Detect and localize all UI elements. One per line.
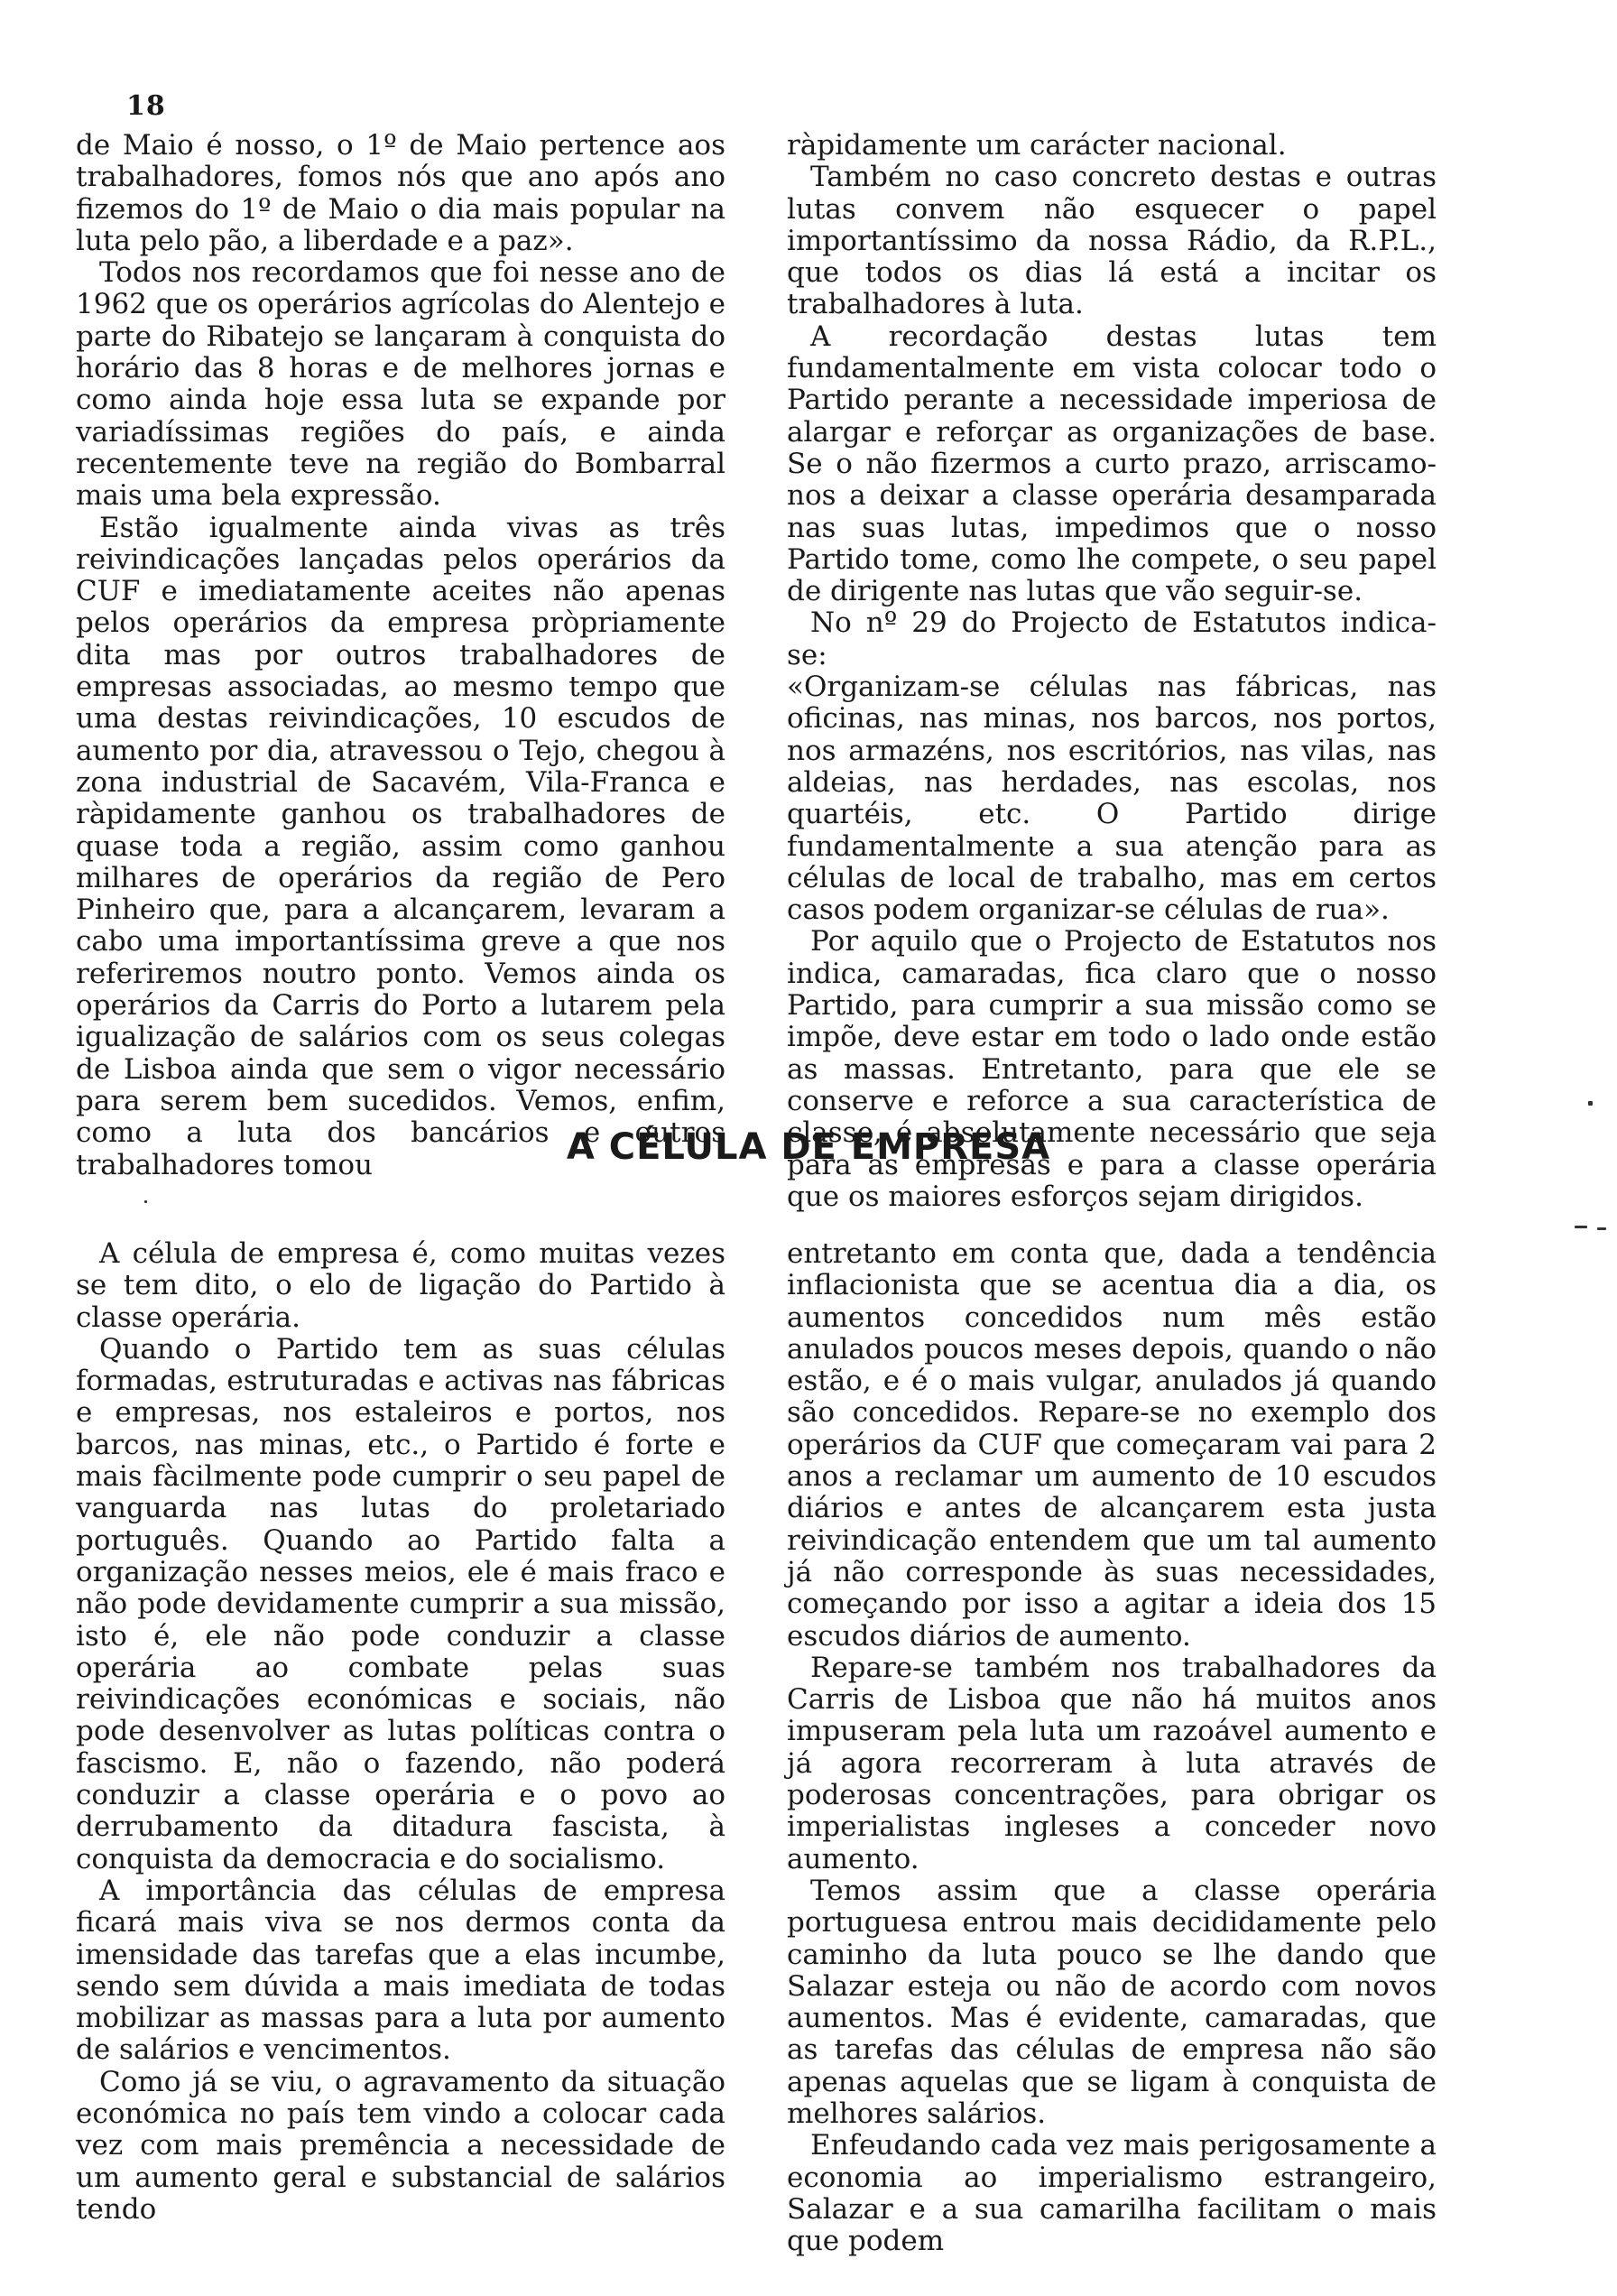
quote-paragraph: «Organizam-se células nas fábricas, nas oficinas, nas minas, nos barcos, nos portos, nos armazéns, nos escritórios, nas vilas, nas aldeias, nas herdades, nas escolas, nos quartéis, etc. O Partido dirige fundamentalmente a sua atenção para as células de local de trabalho, mas em certos casos podem organizar-se células de rua». bbox=[787, 671, 1437, 927]
paragraph: A recordação destas lutas tem fundamentalmente em vista colocar todo o Partido perante a necessidade imperiosa de alargar e reforçar as organizações de base. Se o não fizermos a curto prazo, arriscamo-nos a deixar a classe operária desamparada nas suas lutas, impedimos que o nosso Partido tome, como lhe compete, o seu papel de dirigente nas lutas que vão seguir-se. bbox=[787, 319, 1437, 608]
paragraph: Quando o Partido tem as suas células formadas, estruturadas e activas nas fábricas e empresas, nos estaleiros e portos, nos barcos, nas minas, etc., o Partido é forte e mais fàcilmente pode cumprir o seu papel de vanguarda nas lutas do proletariado português. Quando ao Partido falta a organização nesses meios, ele é mais fraco e não pode devidamente cumprir a sua missão, isto é, ele não pode conduzir a classe operária ao combate pelas suas reivindicações económicas e sociais, não pode desenvolver as lutas políticas contra o fascismo. E, não o fazendo, não poderá conduzir a classe operária e o povo ao derrubamento da ditadura fascista, à conquista da democracia e do socialismo. bbox=[76, 1332, 725, 1875]
paragraph: A importância das células de empresa ficará mais viva se nos dermos conta da imensidade das tarefas que a elas incumbe, sendo sem dúvida a mais imediata de todas mobilizar as massas para a luta por aumento de salários e vencimentos. bbox=[76, 1874, 725, 2067]
paragraph: No nº 29 do Projecto de Estatutos indica-se: bbox=[787, 606, 1437, 671]
top-right-column bbox=[787, 130, 1437, 1213]
page-number: 18 bbox=[126, 90, 166, 122]
print-speck bbox=[144, 1200, 147, 1203]
paragraph: ràpidamente um carácter nacional. bbox=[787, 129, 1287, 162]
paragraph: entretanto em conta que, dada a tendência inflacionista que se acentua dia a dia, os aumentos concedidos num mês estão anulados poucos meses depois, quando o não estão, e é o mais vulgar, anulados já quando são concedidos. Repare-se no exemplo dos operários da CUF que começaram vai para 2 anos a reclamar um aumento de 10 escudos diários e antes de alcançarem esta justa reivindicação entendem que um tal aumento já não corresponde às suas necessidades, começando por isso a agitar a ideia dos 15 escudos diários de aumento. bbox=[787, 1237, 1437, 1653]
bottom-left-column bbox=[76, 1238, 725, 2226]
paragraph: A célula de empresa é, como muitas vezes se tem dito, o elo de ligação do Partido à classe operária. bbox=[76, 1237, 725, 1334]
paragraph: Temos assim que a classe operária portuguesa entrou mais decididamente pelo caminho da luta pouco se lhe dando que Salazar esteja ou não de acordo com novos aumentos. Mas é evidente, camaradas, que as tarefas das células de empresa não são apenas aquelas que se ligam à conquista de melhores salários. bbox=[787, 1874, 1437, 2131]
paragraph: Enfeudando cada vez mais perigosamente a economia ao imperialismo estrangeiro, Salazar e a sua camarilha facilitam o mais que podem bbox=[787, 2129, 1437, 2258]
section-title: A CÉLULA DE EMPRESA bbox=[566, 1126, 1051, 1168]
print-speck bbox=[1588, 1101, 1593, 1106]
paragraph: Por aquilo que o Projecto de Estatutos nos indica, camaradas, fica claro que o nosso Partido, para cumprir a sua missão como se impõe, deve estar em todo o lado onde estão as massas. Entretanto, para que ele se conserve e reforce a sua característica de classe, é absolutamente necessário que seja para as empresas e para a classe operária que os maiores esforços sejam dirigidos. bbox=[787, 925, 1437, 1213]
print-speck bbox=[1575, 1226, 1587, 1228]
top-left-column bbox=[76, 130, 725, 1181]
bottom-right-column bbox=[787, 1238, 1437, 2258]
paragraph: Todos nos recordamos que foi nesse ano de 1962 que os operários agrícolas do Alentejo e parte do Ribatejo se lançaram à conquista do horário das 8 horas e de melhores jornas e como ainda hoje essa luta se expande por variadíssimas regiões do país, e ainda recentemente teve na região do Bombarral mais uma bela expressão. bbox=[76, 256, 725, 513]
paragraph: Também no caso concreto destas e outras lutas convem não esquecer o papel importantíssimo da nossa Rádio, da R.P.L., que todos os dias lá está a incitar os trabalhadores à luta. bbox=[787, 161, 1437, 321]
paragraph: de Maio é nosso, o 1º de Maio pertence aos trabalhadores, fomos nós que ano após ano fizemos do 1º de Maio o dia mais popular na luta pelo pão, a liberdade e a paz». bbox=[76, 129, 725, 257]
paragraph: Como já se viu, o agravamento da situação económica no país tem vindo a colocar cada vez com mais premência a necessidade de um aumento geral e substancial de salários tendo bbox=[76, 2065, 725, 2226]
print-speck bbox=[1597, 1227, 1606, 1230]
paragraph: Repare-se também nos trabalhadores da Carris de Lisboa que não há muitos anos impuseram pela luta um razoável aumento e já agora recorreram à luta através de poderosas concentrações, para obrigar os imperialistas ingleses a conceder novo aumento. bbox=[787, 1651, 1437, 1875]
paragraph: Estão igualmente ainda vivas as três reivindicações lançadas pelos operários da CUF e imediatamente aceites não apenas pelos operários da empresa pròpriamente dita mas por outros trabalhadores de empresas associadas, ao mesmo tempo que uma destas reivindicações, 10 escudos de aumento por dia, atravessou o Tejo, chegou à zona industrial de Sacavém, Vila-Franca e ràpidamente ganhou os trabalhadores de quase toda a região, assim como ganhou milhares de operários da região de Pero Pinheiro que, para a alcançarem, levaram a cabo uma importantíssima greve a que nos referiremos noutro ponto. Vemos ainda os operários da Carris do Porto a lutarem pela igualização de salários com os seus colegas de Lisboa ainda que sem o vigor necessário para serem bem sucedidos. Vemos, enfim, como a luta dos bancários e outros trabalhadores tomou bbox=[76, 511, 725, 1181]
